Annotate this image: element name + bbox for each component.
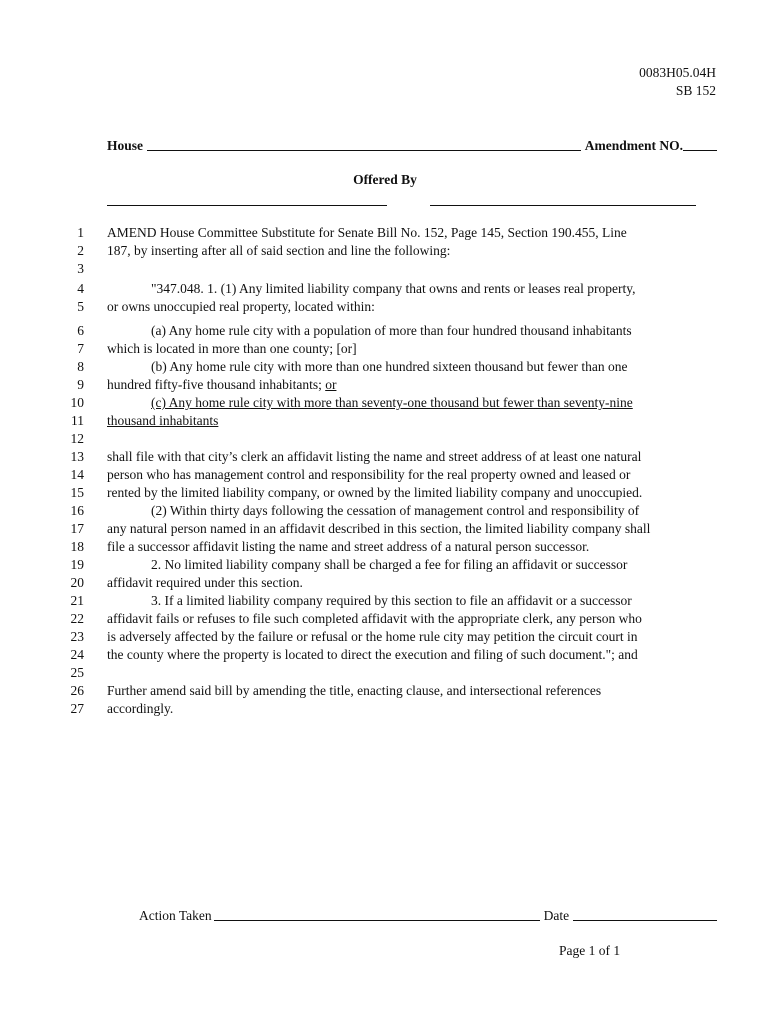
line-text: (b) Any home rule city with more than one hundred sixteen thousand but fewer than one xyxy=(151,359,628,374)
line-number: 19 xyxy=(70,557,84,572)
line-text: any natural person named in an affidavit described in this section, the limited liability company shall xyxy=(107,521,651,536)
document-code: 0083H05.04H xyxy=(639,65,716,80)
line-number: 24 xyxy=(70,647,84,662)
line-number: 26 xyxy=(70,683,84,698)
line-number: 12 xyxy=(70,431,84,446)
line-text: (a) Any home rule city with a population of more than four hundred thousand inhabitants xyxy=(151,323,632,338)
text-line xyxy=(0,484,770,502)
line-number: 4 xyxy=(77,281,84,296)
date-label: Date xyxy=(543,908,570,923)
line-number: 17 xyxy=(70,521,84,536)
line-number: 13 xyxy=(70,449,84,464)
line-text: accordingly. xyxy=(107,701,174,716)
text-line xyxy=(0,242,770,260)
text-line xyxy=(0,664,770,682)
line-text: or owns unoccupied real property, located within: xyxy=(107,299,375,314)
action-taken-row xyxy=(139,906,717,924)
line-text: rented by the limited liability company, or owned by the limited liability company and unoccupied. xyxy=(107,485,643,500)
offered-by-label: Offered By xyxy=(353,172,417,187)
line-text: which is located in more than one county; [or] xyxy=(107,341,357,356)
text-line xyxy=(0,538,770,556)
underlined-insertion: or xyxy=(325,377,337,392)
line-text: shall file with that city’s clerk an affidavit listing the name and street address of at least one natural xyxy=(107,449,642,464)
text-line xyxy=(0,340,770,358)
text-line xyxy=(0,466,770,484)
action-taken-blank xyxy=(214,920,540,921)
action-taken-label: Action Taken xyxy=(139,908,212,923)
line-number: 14 xyxy=(70,467,84,482)
text-line xyxy=(0,700,770,718)
line-text: AMEND House Committee Substitute for Senate Bill No. 152, Page 145, Section 190.455, Line xyxy=(107,225,627,240)
page-number: Page 1 of 1 xyxy=(559,943,621,958)
amendment-number-blank xyxy=(683,150,717,151)
line-text: affidavit fails or refuses to file such completed affidavit with the appropriate clerk, any person who xyxy=(107,611,642,626)
line-number: 18 xyxy=(70,539,84,554)
line-number: 23 xyxy=(70,629,84,644)
text-line xyxy=(0,502,770,520)
line-number: 10 xyxy=(70,395,84,410)
text-line xyxy=(0,520,770,538)
text-line xyxy=(0,682,770,700)
line-text: (c) Any home rule city with more than seventy-one thousand but fewer than seventy-nine xyxy=(151,395,633,410)
line-text: is adversely affected by the failure or refusal or the home rule city may petition the circuit court in xyxy=(107,629,638,644)
line-text-wrap xyxy=(107,376,336,394)
line-number: 2 xyxy=(77,243,84,258)
text-line xyxy=(0,430,770,448)
line-number: 1 xyxy=(77,225,84,240)
line-text: the county where the property is located to direct the execution and filing of such document."; and xyxy=(107,647,638,662)
line-text: person who has management control and responsibility for the real property owned and leased or xyxy=(107,467,631,482)
line-text: Further amend said bill by amending the title, enacting clause, and intersectional references xyxy=(107,683,602,698)
text-line xyxy=(0,260,770,278)
house-label: House xyxy=(107,138,144,153)
line-number: 7 xyxy=(77,341,84,356)
text-line xyxy=(0,298,770,316)
line-text: 2. No limited liability company shall be charged a fee for filing an affidavit or successor xyxy=(151,557,628,572)
line-text: thousand inhabitants xyxy=(107,413,219,428)
line-number: 15 xyxy=(70,485,84,500)
offered-by-line-right xyxy=(430,205,696,206)
offered-by-line-left xyxy=(107,205,387,206)
text-line xyxy=(0,280,770,298)
text-line xyxy=(0,322,770,340)
line-number: 25 xyxy=(70,665,84,680)
text-line xyxy=(0,592,770,610)
amendment-label: Amendment NO. xyxy=(584,138,683,153)
text-line xyxy=(0,358,770,376)
line-number: 8 xyxy=(77,359,84,374)
text-line xyxy=(0,376,770,394)
line-number: 5 xyxy=(77,299,84,314)
line-number: 22 xyxy=(70,611,84,626)
text-line xyxy=(0,224,770,242)
house-amendment-row xyxy=(107,136,717,154)
text-line xyxy=(0,412,770,430)
line-text: "347.048. 1. (1) Any limited liability company that owns and rents or leases real property, xyxy=(151,281,636,296)
line-number: 6 xyxy=(77,323,84,338)
text-line xyxy=(0,448,770,466)
line-text: hundred fifty-five thousand inhabitants; xyxy=(107,377,326,392)
line-number: 11 xyxy=(71,413,84,428)
text-line xyxy=(0,394,770,412)
line-text: 187, by inserting after all of said section and line the following: xyxy=(107,243,451,258)
bill-number: SB 152 xyxy=(675,83,716,98)
line-text: file a successor affidavit listing the name and street address of a natural person successor. xyxy=(107,539,590,554)
line-number: 20 xyxy=(70,575,84,590)
line-number: 27 xyxy=(70,701,84,716)
text-line xyxy=(0,628,770,646)
line-text: (2) Within thirty days following the cessation of management control and responsibility of xyxy=(151,503,640,518)
line-number: 21 xyxy=(70,593,84,608)
text-line xyxy=(0,646,770,664)
line-number: 9 xyxy=(77,377,84,392)
line-text: affidavit required under this section. xyxy=(107,575,303,590)
text-line xyxy=(0,610,770,628)
text-line xyxy=(0,574,770,592)
date-blank xyxy=(573,920,717,921)
line-number: 3 xyxy=(77,261,84,276)
house-blank-line xyxy=(147,150,581,151)
text-line xyxy=(0,556,770,574)
line-number: 16 xyxy=(70,503,84,518)
line-text: 3. If a limited liability company required by this section to file an affidavit or a successor xyxy=(151,593,632,608)
